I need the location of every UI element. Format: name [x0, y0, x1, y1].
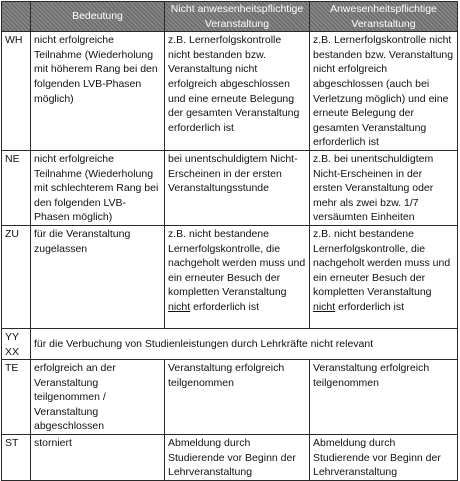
- non-mandatory-cell: Veranstaltung erfolgreich teilgenommen: [165, 360, 310, 435]
- header-row: [2, 2, 458, 32]
- non-mandatory-cell: [165, 225, 310, 328]
- header-nicht-anwesenheitspflichtig: Nicht anwesenheitspflichtige Veranstaltung: [165, 2, 310, 32]
- header-code: [2, 2, 31, 32]
- header-bedeutung: Bedeutung: [31, 2, 165, 32]
- merged-note-cell: für die Verbuchung von Studienleistungen durch Lehrkräfte nicht relevant: [31, 328, 458, 359]
- status-code: ZU: [2, 225, 31, 328]
- text-segment: erforderlich ist: [335, 300, 405, 313]
- status-code: ST: [2, 435, 31, 481]
- mandatory-cell: [310, 225, 458, 328]
- underlined-emphasis: nicht: [313, 300, 336, 313]
- table-row-wh: [2, 32, 458, 151]
- non-mandatory-cell: Abmeldung durch Studierende vor Beginn der Lehrveranstaltung: [165, 435, 310, 481]
- table-row-zu: [2, 225, 458, 328]
- mandatory-cell: z.B. Lernerfolgskontrolle nicht bestanden bzw. Veranstaltung nicht erfolgreich abgeschlossen (auch bei Verletzung möglich) und eine erneute Belegung der gesamten Veranstaltung erforderlich ist: [310, 32, 458, 151]
- header-anwesenheitspflichtig: Anwesenheitspflichtige Veranstaltung: [310, 2, 458, 32]
- status-code: XX: [5, 345, 20, 358]
- text-segment: erforderlich ist: [190, 300, 260, 313]
- status-code: WH: [2, 32, 31, 151]
- meaning-cell: nicht erfolgreiche Teilnahme (Wiederholung mit höherem Rang bei den folgenden LVB-Phasen möglich): [31, 32, 165, 151]
- mandatory-cell: Veranstaltung erfolgreich teilgenommen: [310, 360, 458, 435]
- mandatory-cell: z.B. bei unentschuldigtem Nicht-Erscheinen in der ersten Veranstaltung oder mehr als zwei bzw. 1/7 versäumten Einheiten: [310, 150, 458, 225]
- underlined-emphasis: nicht: [168, 300, 191, 313]
- meaning-cell: für die Veranstaltung zugelassen: [31, 225, 165, 328]
- status-code: YY: [5, 330, 20, 343]
- text-segment: z.B. nicht bestandene Lernerfolgskontrolle, die nachgeholt werden muss und ein erneuter Besuch der kompletten Veranstaltung: [168, 227, 306, 299]
- status-table: [1, 1, 458, 481]
- text-segment: z.B. nicht bestandene Lernerfolgskontrolle, die nachgeholt werden muss und ein erneuter Besuch der kompletten Veranstaltung: [313, 227, 451, 299]
- status-code-stack: [2, 328, 31, 359]
- mandatory-cell: Abmeldung durch Studierende vor Beginn der Lehrveranstaltung: [310, 435, 458, 481]
- meaning-cell: storniert: [31, 435, 165, 481]
- meaning-cell: nicht erfolgreiche Teilnahme (Wiederholung mit schlechterem Rang bei den folgenden LVB-Phasen möglich): [31, 150, 165, 225]
- non-mandatory-cell: z.B. Lernerfolgskontrolle nicht bestanden bzw. Veranstaltung nicht erfolgreich abgeschlossen und eine erneute Belegung der gesamten Veranstaltung erforderlich ist: [165, 32, 310, 151]
- table-row-te: [2, 360, 458, 435]
- non-mandatory-cell: bei unentschuldigtem Nicht-Erscheinen in der ersten Veranstaltungsstunde: [165, 150, 310, 225]
- status-code: NE: [2, 150, 31, 225]
- table-row-ne: [2, 150, 458, 225]
- status-code: TE: [2, 360, 31, 435]
- meaning-cell: erfolgreich an der Veranstaltung teilgenommen / Veranstaltung abgeschlossen: [31, 360, 165, 435]
- table-row-yy-xx: [2, 328, 458, 359]
- table-row-st: [2, 435, 458, 481]
